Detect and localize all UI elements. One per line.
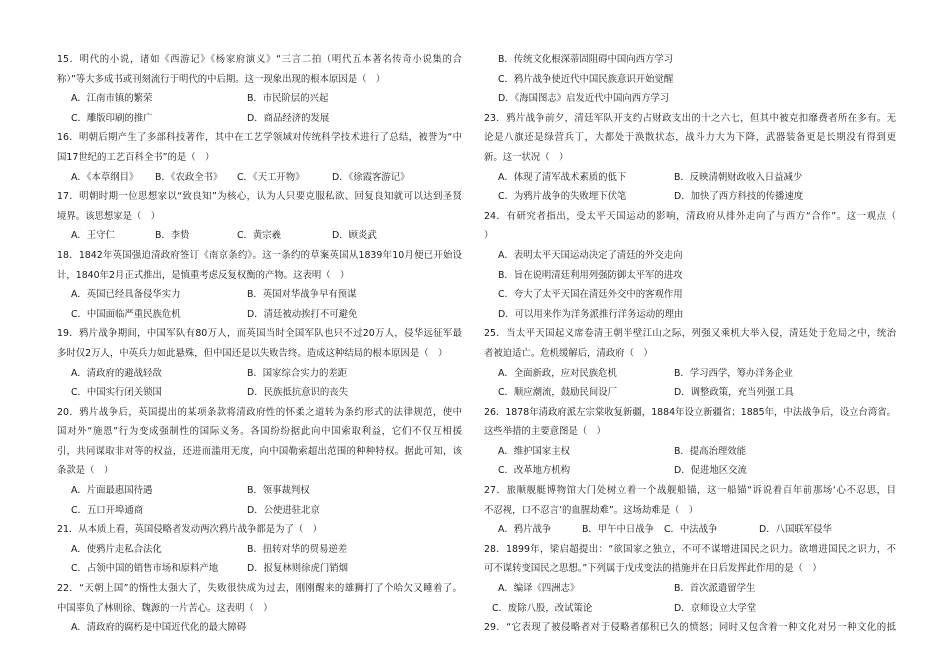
option-c: C．雕版印刷的推广 [71,112,153,124]
options-row [484,168,896,188]
question-stem: 21．从本质上看，英国侵略者发动两次鸦片战争都是为了（ ） [57,524,323,536]
question-stem: 这些举措的主要意图是（ ） [484,426,606,438]
question-21 [57,520,462,579]
question-stem: ） [484,230,494,242]
options-row [57,305,462,325]
question-28 [484,540,896,618]
option-b: B．扭转对华的贸易逆差 [247,543,348,555]
left-column [57,50,462,638]
option-c: C．废除八股，改试策论 [492,602,593,614]
question-stem: 20．鸦片战争后，英国提出的某项条款将清政府性的怀柔之道转为条约形式的法律规范，使中 [57,406,462,418]
option-d: D．报复林则徐虎门销烟 [247,563,348,575]
options-row [57,501,462,521]
option-b: B．英国对华战争早有预谋 [247,289,357,301]
option-b: B．市民阶层的兴起 [247,93,329,105]
question-stem: 引，共同谋取非对等的权益，还进而滥用无度，向中国勒索超出范围的种种特权。据此可知，该 [57,445,462,457]
option-c: C．夸大了太平天国在清廷外交中的客观作用 [498,289,683,301]
option-d: D．公使进驻北京 [247,504,320,516]
question-stem: 可不谋转变国民之思想。”下列属于戊戌变法的措施并在日后发挥此作用的是（ ） [484,563,822,575]
option-b: B．甲午中日战争 [582,524,655,536]
option-d: D．民族抵抗意识的丧失 [247,387,348,399]
option-a: A．《本草纲目》 [71,171,139,183]
option-c: C．五口开埠通商 [71,504,144,516]
option-a: A．清政府的腐朽是中国近代化的最大障碍 [71,622,247,634]
option-d: D．调整政策，充当列强工具 [674,387,794,399]
option-b: B．旨在说明清廷利用列强防御太平军的进攻 [498,269,683,281]
options-row [57,383,462,403]
question-15 [57,50,462,128]
options-row [57,559,462,579]
question-20 [57,403,462,521]
option-d: D．加快了西方科技的传播速度 [674,191,804,203]
question-stem: 国17世纪的工艺百科全书”的是（ ） [57,151,215,163]
question-stem: 国对外“施恩”行为变成强制性的国际义务。各国纷纷据此向中国索取利益，它们不仅互相援 [57,426,462,438]
options-row [57,109,462,129]
question-stem: 者被迫适亡。危机缓解后，清政府（ ） [484,347,653,359]
option-a: A．全面新政，应对民族危机 [498,367,617,379]
option-d: D．《海国图志》启发近代中国向西方学习 [498,93,670,105]
options-row [57,226,462,246]
question-stem: 新。这一状况（ ） [484,151,569,163]
options-row [57,481,462,501]
question-stem: 27．旅顺舰艇博物馆大门处树立着一个战舰船锚，这一船锚“诉说着百年前那场‘心不忍思，目 [484,485,896,497]
option-d: D．促进地区交流 [674,465,747,477]
option-b: B．传统文化根深蒂固阻碍中国向西方学习 [498,54,674,65]
option-c: C．中国实行闭关锁国 [71,387,162,399]
options-row [484,442,896,462]
option-a: A．片面最惠国待遇 [71,485,153,497]
option-a: A．英国已经具备侵华实力 [71,289,181,301]
question-stem: 条款是（ ） [57,465,114,477]
option-d: D．《徐霞客游记》 [332,171,410,183]
option-a: A．使鸦片走私合法化 [71,543,162,555]
options-row [484,579,896,599]
option-c: C．中国面临严重民族危机 [71,308,181,320]
question-stem: 15．明代的小说，诸如《西游记》《杨家府演义》“三言二拍（明代五本著名传奇小说集的合 [57,54,462,65]
question-26 [484,403,896,481]
question-stem: 论是八旗还是绿营兵丁，大都处于涣散状态，战斗力大为下降，武器装备更是长期没有得到更 [484,132,896,144]
question-23 [484,109,896,207]
options-row [484,461,896,481]
option-b: B．首次派遣留学生 [674,583,756,595]
question-stem: 计，1840年2月正式推出，是慎重考虑反复权衡的产物。这表明（ ） [57,269,350,281]
options-row [484,599,896,619]
question-stem: 18．1842年英国强迫清政府签订《南京条约》。这一条约的草案英国从1839年10月便已开始设 [57,249,462,261]
question-18 [57,246,462,324]
option-a: A．鸦片战争 [498,524,552,536]
option-c: C．占领中国的销售市场和原料产地 [71,563,219,575]
option-c: C．鸦片战争使近代中国民族意识开始觉醒 [498,73,674,85]
question-stem: 19．鸦片战争期间，中国军队有80万人，而英国当时全国军队也只不过20万人，侵华远征军最 [57,328,462,340]
question-22-continued [484,50,896,109]
question-stem: 称）”等大多成书或刊刻流行于明代的中后期。这一现象出现的根本原因是（ ） [57,73,386,85]
question-16 [57,128,462,187]
option-b: B．领事裁判权 [247,485,310,497]
option-c: C．《天工开物》 [237,171,305,183]
question-19 [57,324,462,402]
option-a: A．王守仁 [71,230,115,242]
options-row [484,383,896,403]
question-stem: 26．1878年清政府派左宗棠收复新疆，1884年设立新疆省；1885年，中法战争后，设立台湾省。 [484,406,896,418]
question-stem: 境界。该思想家是（ ） [57,210,161,222]
option-a: A．表明太平天国运动决定了清廷的外交走向 [498,249,683,261]
option-d: D．八国联军侵华 [759,524,832,536]
options-row [484,364,896,384]
question-stem: 29．“它表现了被侵略者对于侵略者郁积已久的愤怒；同时又包含着一种文化对另一种文化的抵 [484,622,896,634]
option-b: B．《农政全书》 [155,171,223,183]
question-stem: 25．当太平天国起义席卷清王朝半壁江山之际，列强又乘机大举入侵，清廷处于危局之中，统治 [484,328,896,340]
options-row [57,89,462,109]
option-d: D．清廷被动挨打不可避免 [247,308,358,320]
options-row [57,540,462,560]
option-b: B．国家综合实力的差距 [247,367,348,379]
option-a: A．江南市镇的繁荣 [71,93,153,105]
option-a: A．维护国家主权 [498,445,571,457]
options-row [57,168,462,188]
options-row [57,364,462,384]
option-c: C．黄宗羲 [237,230,282,242]
option-c: C．为鸦片战争的失败埋下伏笔 [498,191,627,203]
question-stem: 16．明朝后期产生了多部科技著作，其中在工艺学领域对传统科学技术进行了总结，被誉为“中 [57,132,462,144]
option-a: A．体现了清军战术素质的低下 [498,171,627,183]
option-a: A．清政府的避战轻敌 [71,367,162,379]
option-c: C．改革地方机构 [498,465,571,477]
option-b: B．学习西学，筹办洋务企业 [674,367,793,379]
option-d: D．京师设立大学堂 [674,602,757,614]
option-b: B．提高治理效能 [674,445,747,457]
question-stem: 24．有研究者指出，受太平天国运动的影响，清政府从排外走向了与西方“合作”。这一观点（ [484,210,896,222]
question-stem: 不忍视，口不忍言’的血腥劫难”。这场劫难是（ ） [484,504,699,516]
question-29 [484,618,896,638]
question-24 [484,207,896,325]
option-d: D．可以用来作为洋务派推行洋务运动的理由 [498,308,684,320]
options-row [57,285,462,305]
option-d: D．商品经济的发展 [247,112,330,124]
question-27 [484,481,896,540]
option-b: B．反映清朝财政收入日益减少 [674,171,803,183]
question-22 [57,579,462,638]
option-a: A．编译《四洲志》 [498,583,580,595]
options-row [484,520,896,540]
option-b: B．李贽 [155,230,190,242]
question-stem: 28．1899年，梁启超提出：“欲国家之独立，不可不谋增进国民之识力。欲增进国民之识力，不 [484,543,896,555]
question-25 [484,324,896,402]
option-c: C．顺应潮流，鼓励民间设厂 [498,387,618,399]
question-stem: 中国辜负了林则徐、魏源的一片苦心。这表明（ ） [57,602,273,614]
question-stem: 22．“天朝上国”的惰性太强大了，失败很快成为过去，刚刚醒来的雄狮打了个哈欠又睡着了。 [57,583,462,595]
options-row [484,187,896,207]
question-stem: 17．明朝时期一位思想家以“致良知”为核心，认为人只要克服私欲、回复良知就可以达到圣贤 [57,191,462,203]
question-17 [57,187,462,246]
right-column [484,50,896,638]
option-c: C．中法战争 [664,524,718,536]
option-d: D．顾炎武 [332,230,377,242]
question-stem: 23．鸦片战争前夕，清廷军队开支约占财政支出的十之六七，但其中被克扣靡费者所在多有。无 [484,112,896,124]
question-stem: 多时仅2万人，中英兵力如此悬殊，但中国还是以失败告终。造成这种结局的根本原因是（ ） [57,347,448,359]
